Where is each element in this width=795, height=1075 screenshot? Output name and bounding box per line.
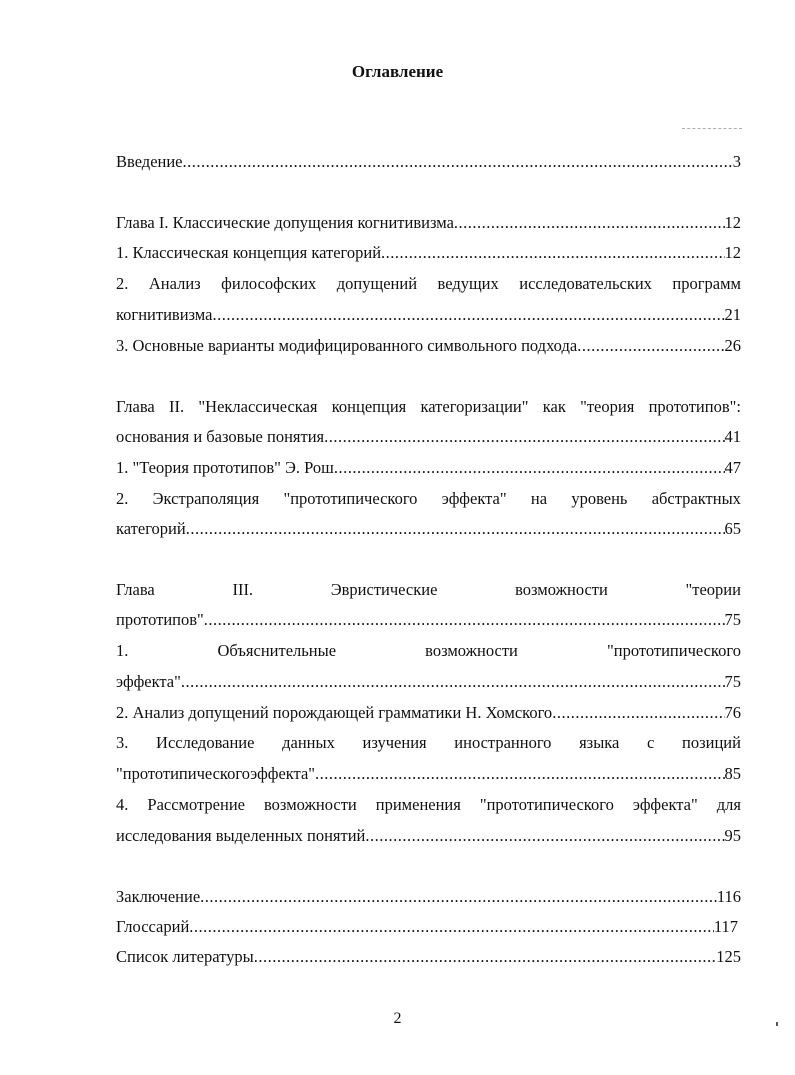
- toc-leader-dots: [454, 213, 725, 233]
- toc-word: возможности: [264, 795, 357, 814]
- toc-entry-chapter-2[interactable]: [116, 397, 741, 417]
- toc-word: Анализ: [148, 274, 201, 293]
- toc-entry-2-2[interactable]: [116, 489, 741, 509]
- toc-entry-text: Введение: [116, 152, 183, 171]
- toc-entry-chapter-2-cont[interactable]: [116, 427, 741, 447]
- toc-word: эффекта": [632, 795, 698, 814]
- toc-page-number: 12: [724, 213, 741, 232]
- toc-word: Исследование: [156, 733, 255, 752]
- toc-word: "прототипического: [479, 795, 614, 814]
- toc-entry-text: основания и базовые понятия: [116, 427, 325, 446]
- toc-entry-chapter-3[interactable]: [116, 580, 741, 600]
- toc-leader-dots: [181, 672, 725, 692]
- toc-entry-text: 3. Основные варианты модифицированного символьного подхода: [116, 336, 578, 355]
- toc-page-number: 125: [716, 947, 741, 966]
- toc-entry-text: 1. "Теория прототипов" Э. Рош: [116, 458, 334, 477]
- toc-word: "теория: [580, 397, 635, 416]
- toc-entry-chapter-3-cont[interactable]: [116, 610, 741, 630]
- toc-page-number: 117: [713, 917, 738, 936]
- toc-entry-references[interactable]: [116, 947, 741, 967]
- toc-page-number: 76: [724, 703, 741, 722]
- page-number: 2: [393, 1010, 402, 1027]
- toc-entry-text: Заключение: [116, 887, 201, 906]
- toc-entry-1-2[interactable]: [116, 274, 741, 294]
- toc-entry-text: "прототипическогоэффекта": [116, 764, 316, 783]
- toc-page-number: 116: [716, 887, 741, 906]
- toc-page-number: 95: [724, 826, 741, 845]
- scan-artifact: [776, 1022, 778, 1026]
- toc-word: допущений: [336, 274, 418, 293]
- toc-entry-intro[interactable]: [116, 152, 741, 172]
- toc-page-number: 12: [724, 243, 741, 262]
- toc-entry-text: категорий: [116, 519, 186, 538]
- toc-word: для: [716, 795, 741, 814]
- toc-entry-3-1-cont[interactable]: [116, 672, 741, 692]
- toc-page-number: 21: [724, 305, 741, 324]
- toc-leader-dots: [204, 610, 725, 630]
- toc-leader-dots: [552, 703, 724, 723]
- toc-word: Объяснительные: [217, 641, 337, 660]
- toc-entry-3-4[interactable]: [116, 795, 741, 815]
- toc-entry-3-3[interactable]: [116, 733, 741, 753]
- toc-entry-1-2-cont[interactable]: [116, 305, 741, 325]
- toc-page-number: 3: [732, 152, 741, 171]
- toc-entry-text: когнитивизма: [116, 305, 213, 324]
- toc-leader-dots: [334, 458, 725, 478]
- toc-leader-dots: [577, 336, 724, 356]
- toc-word: категоризации": [420, 397, 529, 416]
- toc-word: "прототипического: [283, 489, 418, 508]
- toc-entry-text: Глава I. Классические допущения когнитивизма: [116, 213, 454, 232]
- toc-leader-dots: [183, 152, 733, 172]
- toc-word: иностранного: [454, 733, 552, 752]
- toc-entry-3-4-cont[interactable]: [116, 826, 741, 846]
- toc-leader-dots: [365, 826, 724, 846]
- toc-page-number: 65: [724, 519, 741, 538]
- toc-entry-3-2[interactable]: [116, 703, 741, 723]
- toc-page-number: 75: [724, 672, 741, 691]
- toc-word: Глава: [116, 397, 155, 416]
- toc-word: 2.: [116, 489, 129, 508]
- toc-word: Глава: [116, 580, 155, 599]
- toc-entry-2-2-cont[interactable]: [116, 519, 741, 539]
- toc-leader-dots: [324, 427, 724, 447]
- toc-word: 1.: [116, 641, 129, 660]
- toc-page-number: 47: [724, 458, 741, 477]
- toc-entry-2-1[interactable]: [116, 458, 741, 478]
- toc-word: "прототипического: [607, 641, 741, 660]
- toc-word: Эвристические: [330, 580, 438, 599]
- toc-entry-conclusion[interactable]: [116, 887, 741, 907]
- toc-leader-dots: [200, 887, 717, 907]
- toc-word: II.: [169, 397, 185, 416]
- toc-word: ведущих: [437, 274, 499, 293]
- toc-entry-text: прототипов": [116, 610, 204, 629]
- toc-word: применения: [375, 795, 461, 814]
- toc-word: языка: [579, 733, 620, 752]
- toc-entry-1-1[interactable]: [116, 243, 741, 263]
- toc-page-number: 75: [724, 610, 741, 629]
- toc-word: прототипов":: [648, 397, 741, 416]
- toc-entry-1-3[interactable]: [116, 336, 741, 356]
- toc-entry-text: 1. Классическая концепция категорий: [116, 243, 382, 262]
- toc-word: "теории: [685, 580, 741, 599]
- toc-page-number: 41: [724, 427, 741, 446]
- toc-word: данных: [282, 733, 335, 752]
- toc-word: программ: [672, 274, 741, 293]
- toc-word: возможности: [515, 580, 608, 599]
- toc-entry-text: 2. Анализ допущений порождающей грамматики Н. Хомского: [116, 703, 553, 722]
- page-title: Оглавление: [351, 62, 444, 81]
- toc-word: Рассмотрение: [147, 795, 245, 814]
- toc-leader-dots: [212, 305, 724, 325]
- toc-leader-dots: [186, 519, 725, 539]
- toc-entry-glossary[interactable]: [116, 917, 738, 937]
- toc-word: с: [647, 733, 655, 752]
- toc-word: философских: [221, 274, 317, 293]
- toc-entry-chapter-1[interactable]: [116, 213, 741, 233]
- toc-word: 2.: [116, 274, 129, 293]
- toc-page-number: 85: [724, 764, 741, 783]
- toc-leader-dots: [315, 764, 724, 784]
- toc-page-number: 26: [724, 336, 741, 355]
- toc-word: на: [530, 489, 548, 508]
- toc-entry-3-3-cont[interactable]: [116, 764, 741, 784]
- toc-word: позиций: [682, 733, 741, 752]
- scan-artifact: [682, 128, 742, 135]
- toc-word: исследовательских: [519, 274, 652, 293]
- toc-word: 3.: [116, 733, 129, 752]
- toc-word: "Неклассическая: [198, 397, 318, 416]
- toc-entry-text: исследования выделенных понятий: [116, 826, 366, 845]
- toc-word: абстрактных: [651, 489, 741, 508]
- toc-entry-text: Глоссарий: [116, 917, 190, 936]
- toc-word: уровень: [571, 489, 628, 508]
- toc-entry-text: Список литературы: [116, 947, 254, 966]
- toc-word: III.: [232, 580, 254, 599]
- toc-word: возможности: [425, 641, 518, 660]
- toc-leader-dots: [381, 243, 724, 263]
- toc-word: эффекта": [441, 489, 507, 508]
- toc-word: 4.: [116, 795, 129, 814]
- toc-entry-3-1[interactable]: [116, 641, 741, 661]
- toc-entry-text: эффекта": [116, 672, 181, 691]
- toc-word: Экстраполяция: [152, 489, 260, 508]
- toc-word: как: [542, 397, 566, 416]
- toc-word: изучения: [362, 733, 427, 752]
- toc-word: концепция: [331, 397, 407, 416]
- toc-leader-dots: [189, 917, 714, 937]
- toc-leader-dots: [254, 947, 717, 967]
